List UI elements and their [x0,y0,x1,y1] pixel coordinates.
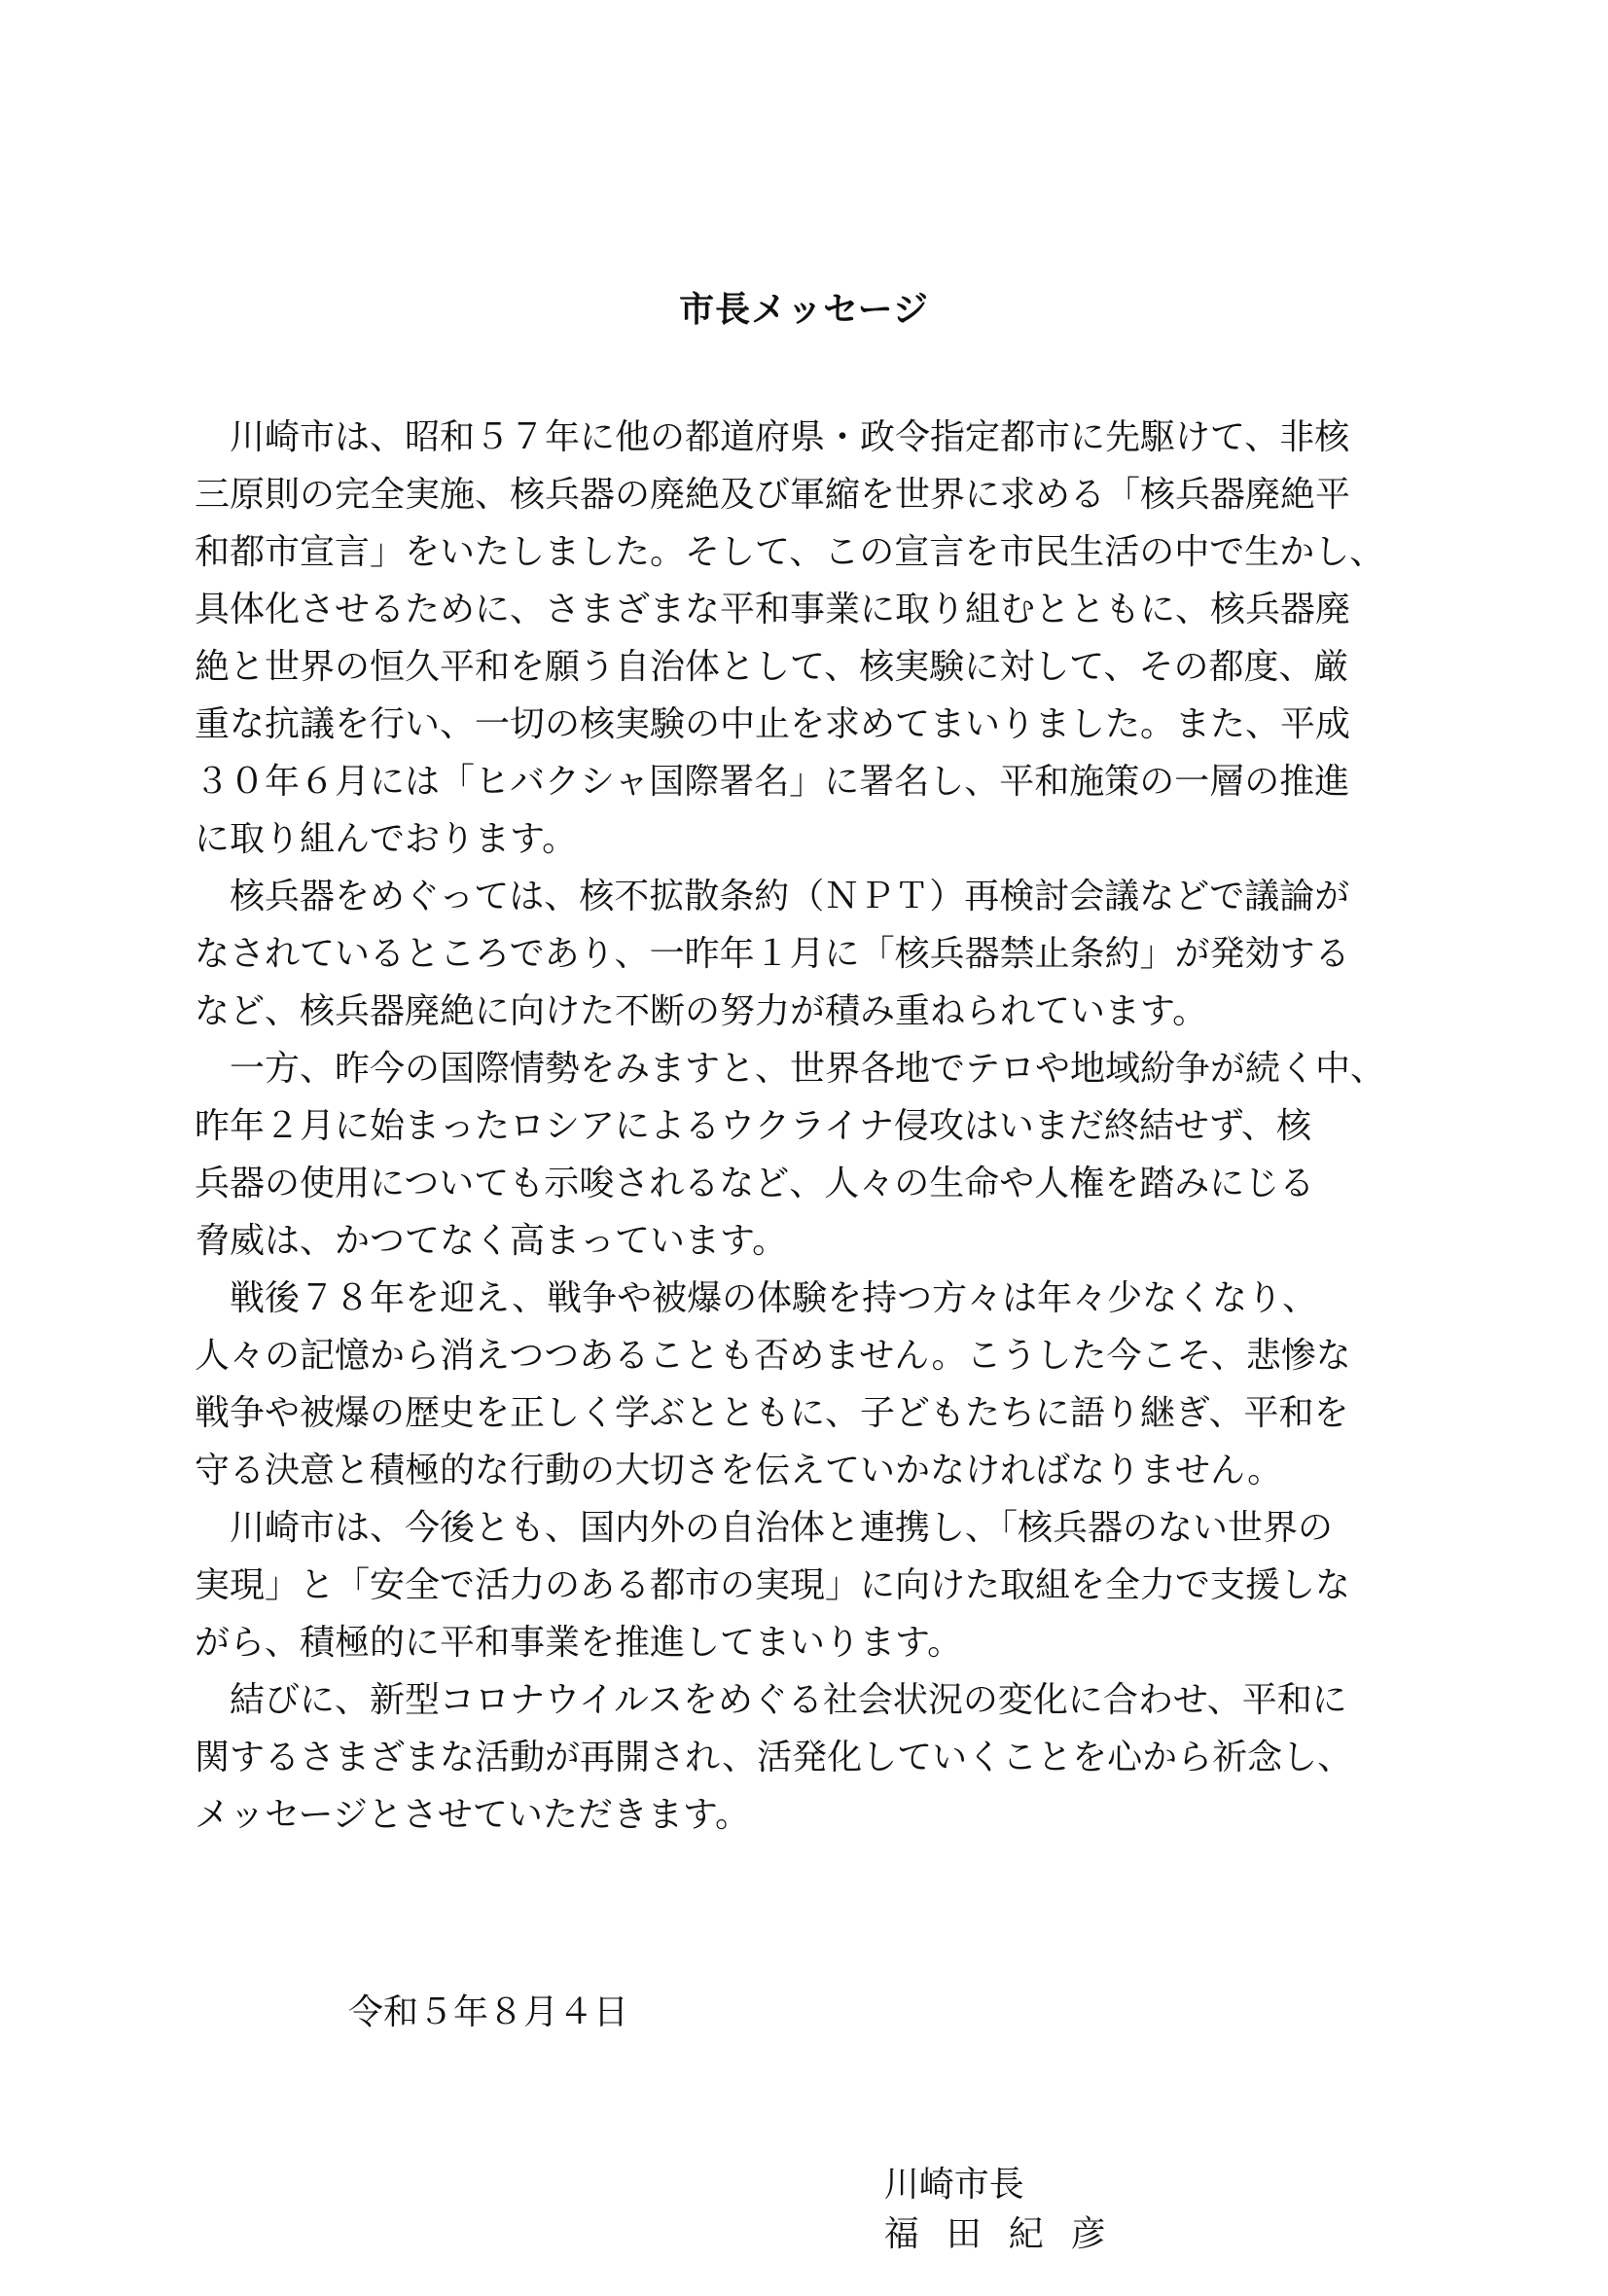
body-line: がら、積極的に平和事業を推進してまいります。 [195,1623,963,1663]
body-line: 戦争や被爆の歴史を正しく学ぶとともに、子どもたちに語り継ぎ、平和を [195,1393,1349,1433]
body-line: 守る決意と積極的な行動の大切さを伝えていかなければなりません。 [195,1451,1283,1490]
body-line: メッセージとさせていただきます。 [195,1795,750,1835]
body-line: 実現」と「安全で活力のある都市の実現」に向けた取組を全力で支援しな [195,1565,1351,1605]
document-date: 令和５年８月４日 [348,1992,629,2032]
body-line: 兵器の使用についても示唆されるなど、人々の生命や人権を踏みにじる [195,1164,1315,1203]
body-line: 和都市宣言」をいたしました。そして、この宣言を市民生活の中で生かし、 [195,532,1385,572]
body-line: なされているところであり、一昨年１月に「核兵器禁止条約」が発効する [195,934,1350,974]
body-line: 具体化させるために、さまざまな平和事業に取り組むとともに、核兵器廃 [195,590,1351,629]
body-line: 関するさまざまな活動が再開され、活発化していくことを心から祈念し、 [195,1738,1353,1777]
body-line: ３０年６月には「ヒバクシャ国際署名」に署名し、平和施策の一層の推進 [195,762,1350,802]
signature [840,2117,1133,2296]
document-title: 市長メッセージ [679,289,929,330]
body-line: 絶と世界の恒久平和を願う自治体として、核実験に対して、その都度、厳 [195,647,1349,687]
body-line: など、核兵器廃絶に向けた不断の努力が積み重ねられています。 [195,991,1208,1031]
body-line: 人々の記憶から消えつつあることも否めません。こうした今こそ、悲惨な [195,1336,1351,1376]
body-line: 脅威は、かつてなく高まっています。 [195,1221,788,1261]
body-line: 一方、昨今の国際情勢をみますと、世界各地でテロや地域紛争が続く中、 [195,1049,1386,1089]
signature-title: 川崎市長 [883,2165,1024,2205]
body-line: 三原則の完全実施、核兵器の廃絶及び軍縮を世界に求める「核兵器廃絶平 [195,475,1351,515]
body-line: 昨年２月に始まったロシアによるウクライナ侵攻はいまだ終結せず、核 [195,1106,1312,1146]
body-line: に取り組んでおります。 [195,819,578,859]
message-body [195,409,1430,1844]
body-line: 重な抗議を行い、一切の核実験の中止を求めてまいりました。また、平成 [195,704,1351,744]
signature-name: 福田紀彦 [883,2214,1133,2254]
body-line: 核兵器をめぐっては、核不拡散条約（ＮＰＴ）再検討会議などで議論が [195,877,1350,916]
body-line: 川崎市は、昭和５７年に他の都道府県・政令指定都市に先駆けて、非核 [195,417,1350,457]
body-line: 結びに、新型コロナウイルスをめぐる社会状況の変化に合わせ、平和に [195,1680,1347,1720]
body-line: 戦後７８年を迎え、戦争や被爆の体験を持つ方々は年々少なくなり、 [195,1278,1318,1318]
body-line: 川崎市は、今後とも、国内外の自治体と連携し、「核兵器のない世界の [195,1508,1334,1548]
